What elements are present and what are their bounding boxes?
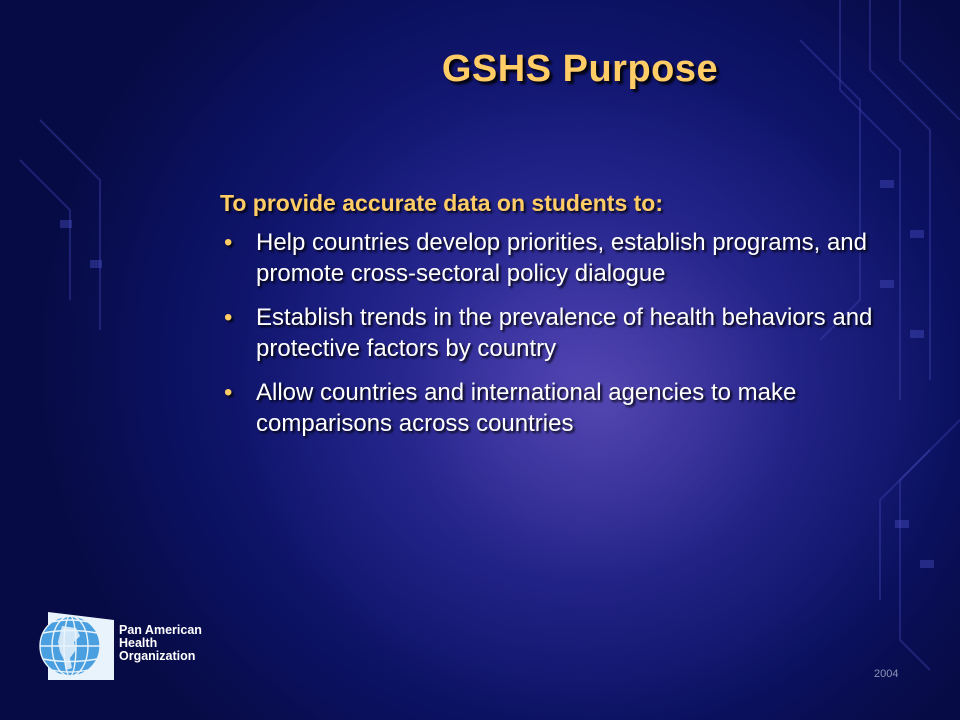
bullet-marker: •: [224, 379, 233, 406]
bullet-item: [220, 227, 920, 289]
globe-icon: [30, 606, 116, 686]
year-label: 2004: [874, 668, 899, 680]
bullet-text: Help countries develop priorities, establish programs, and promote cross-sectoral policy dialogue: [256, 229, 867, 287]
bullet-list: [220, 227, 920, 439]
bullet-text: Allow countries and international agencies to make comparisons across countries: [256, 379, 797, 437]
org-name-line: Pan American: [119, 623, 202, 637]
bullet-text: Establish trends in the prevalence of health behaviors and protective factors by country: [256, 304, 873, 362]
lead-text: To provide accurate data on students to:: [220, 190, 664, 216]
bullet-marker: •: [224, 229, 233, 256]
bullet-item: [220, 377, 920, 439]
org-name-line: Organization: [119, 649, 196, 663]
bullet-marker: •: [224, 304, 233, 331]
slide-title: GSHS Purpose: [441, 48, 719, 90]
org-name-line: Health: [119, 636, 158, 650]
organization-name: [119, 624, 249, 663]
bullet-item: [220, 302, 920, 364]
slide-content: [220, 190, 920, 452]
